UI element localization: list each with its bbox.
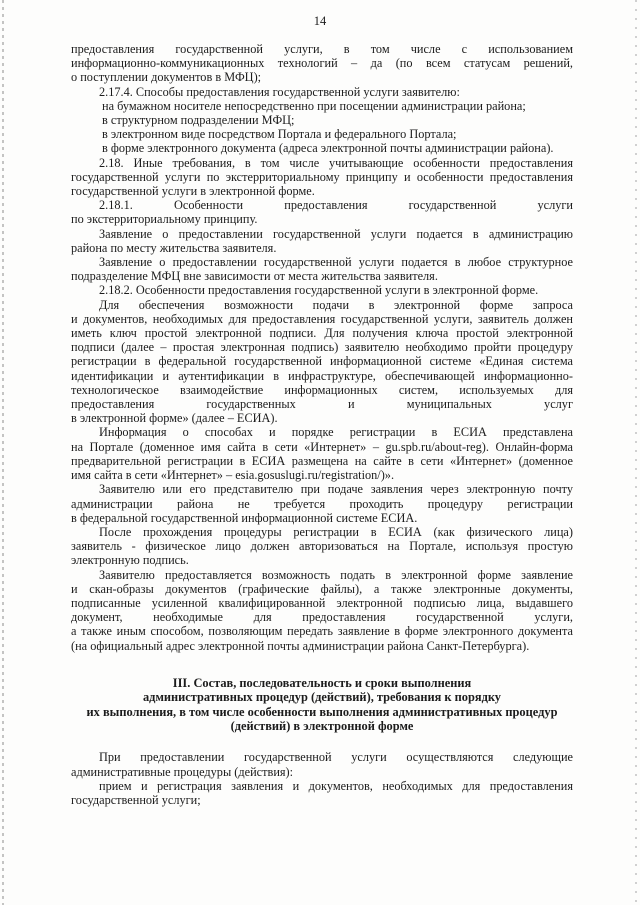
text-line: 2.18.1. Особенности предоставления государственной услуги — [99, 198, 573, 213]
text-line: государственной услуги в электронной форме. — [71, 184, 315, 199]
text-line: идентификации и аутентификации в инфраструктуре, обеспечивающей информационно- — [71, 368, 573, 383]
text-line: по экстерриториальному принципу. — [71, 212, 258, 227]
text-line: в структурном подразделении МФЦ; — [102, 113, 295, 128]
heading-line: III. Состав, последовательность и сроки выполнения — [172, 675, 472, 690]
text-line: администрации района не требуется проходить процедуру регистрации — [71, 496, 573, 511]
text-line: на бумажном носителе непосредственно при посещении администрации района; — [102, 98, 526, 113]
text-line: Заявителю или его представителю при подаче заявления через электронную почту — [99, 482, 573, 497]
text-line: подразделение МФЦ вне зависимости от места жительства заявителя. — [71, 269, 438, 284]
text-line: Для обеспечения возможности подачи в электронной форме запроса — [99, 297, 573, 312]
text-line: административные процедуры (действия): — [71, 764, 294, 779]
text-line: в федеральной государственной информационной системе ЕСИА. — [71, 510, 418, 525]
text-line: Заявление о предоставлении государственной услуги подается в администрацию — [99, 226, 573, 241]
section-heading — [71, 676, 573, 734]
text-line: в форме электронного документа (адреса электронной почты администрации района). — [102, 141, 554, 156]
text-line: информационно-коммуникационных технологий – да (по всем статусам решений, — [71, 56, 573, 71]
text-line: 2.18.2. Особенности предоставления государственной услуги в электронной форме. — [99, 283, 539, 298]
text-line: После прохождения процедуры регистрации в ЕСИА (как физического лица) — [99, 524, 573, 539]
text-line: (на официальный адрес электронной почты администрации района Санкт-Петербурга). — [71, 638, 530, 653]
text-line: Заявителю предоставляется возможность подать в электронной форме заявление — [99, 567, 573, 582]
heading-line: (действий) в электронной форме — [230, 718, 414, 733]
text-line: 2.17.4. Способы предоставления государственной услуги заявителю: — [99, 84, 460, 99]
text-line: электронную подпись. — [71, 553, 189, 568]
text-line: на Портале (доменное имя сайта в сети «Интернет» – gu.spb.ru/about-reg). Онлайн-форма — [71, 439, 573, 454]
text-line: подписанные усиленной квалифицированной электронной подписью лица, выдавшего — [71, 595, 573, 610]
heading-line: административных процедур (действий), требования к порядку — [142, 690, 501, 705]
text-line: имя сайта в сети «Интернет» – esia.gosuslugi.ru/registration/)». — [71, 468, 395, 483]
text-line: иметь ключ простой электронной подписи. Для получения ключа простой электронной — [71, 326, 573, 341]
text-line: подписи (далее – простая электронная подпись) заявителю необходимо пройти процедуру — [71, 340, 573, 355]
scan-edge-right — [635, 0, 637, 905]
text-line: 2.18. Иные требования, в том числе учитывающие особенности предоставления — [99, 155, 573, 170]
text-line: документ, необходимые для предоставления государственной услуги, — [71, 610, 573, 625]
scan-edge-left — [2, 0, 4, 905]
text-line: предоставления государственной услуги, в том числе с использованием — [71, 42, 573, 56]
text-line: предоставления государственных и муниципальных услуг — [71, 397, 573, 412]
heading-line: их выполнения, в том числе особенности выполнения административных процедур — [86, 704, 558, 719]
text-line: государственной услуги по экстерриториальному принципу и особенности предоставления — [71, 169, 573, 184]
text-line: района по месту жительства заявителя. — [71, 240, 277, 255]
text-line: о поступлении документов в МФЦ); — [71, 70, 262, 85]
text-line: предварительной регистрации в ЕСИА размещена на сайте в сети «Интернет» (доменное — [71, 453, 573, 468]
text-line: заявитель - физическое лицо должен авторизоваться на Портале, используя простую — [71, 539, 573, 554]
text-line: в электронном виде посредством Портала и федерального Портала; — [102, 127, 457, 142]
document-body — [71, 42, 573, 807]
text-line: а также иным способом, позволяющим передать заявление в форме электронного документа — [71, 624, 573, 639]
text-line: прием и регистрация заявления и документов, необходимых для предоставления — [99, 778, 573, 793]
text-line: регистрации в федеральной государственной информационной системе «Единая система — [71, 354, 573, 369]
text-line: в электронной форме» (далее – ЕСИА). — [71, 411, 278, 426]
text-line: При предоставлении государственной услуги осуществляются следующие — [99, 750, 573, 765]
text-line: и скан-образы документов (графические файлы), а также электронные документы, — [71, 581, 573, 596]
text-line: Заявление о предоставлении государственной услуги подается в любое структурное — [99, 255, 573, 270]
text-line: технологическое взаимодействие информационных систем, используемых для — [71, 382, 573, 397]
text-line: и документов, необходимых для предоставления государственной услуги, заявитель должен — [71, 311, 573, 326]
text-line: государственной услуги; — [71, 792, 201, 807]
page-number: 14 — [313, 14, 327, 28]
text-line: Информация о способах и порядке регистрации в ЕСИА представлена — [99, 425, 573, 440]
